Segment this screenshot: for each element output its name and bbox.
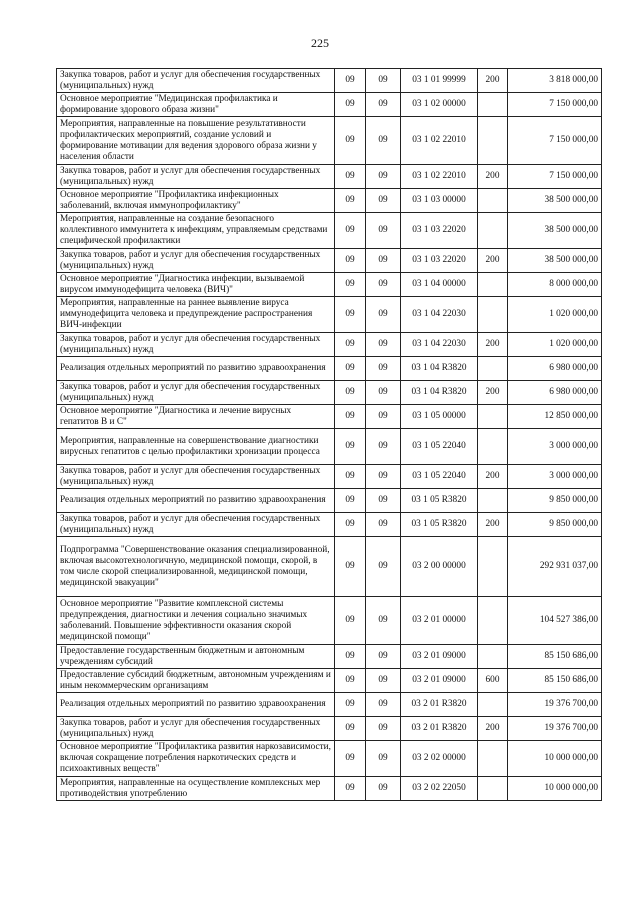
row-section-cell: 09 [335, 669, 366, 693]
table-row [57, 645, 602, 669]
row-amount-cell: 7 150 000,00 [508, 93, 602, 117]
row-section-cell: 09 [335, 777, 366, 801]
row-expense-type-cell [478, 117, 508, 165]
table-row [57, 537, 602, 597]
row-amount-cell: 1 020 000,00 [508, 297, 602, 333]
row-section-cell: 09 [335, 117, 366, 165]
row-target-code-cell: 03 1 05 00000 [401, 405, 478, 429]
row-expense-type-cell [478, 189, 508, 213]
row-section-cell: 09 [335, 717, 366, 741]
row-expense-type-cell: 200 [478, 69, 508, 93]
row-name-cell: Основное мероприятие "Профилактика инфекционных заболеваний, включая иммунопрофилактику" [57, 189, 335, 213]
row-amount-cell: 7 150 000,00 [508, 165, 602, 189]
row-subsection-cell: 09 [366, 717, 401, 741]
row-subsection-cell: 09 [366, 189, 401, 213]
row-target-code-cell: 03 1 05 R3820 [401, 513, 478, 537]
row-section-cell: 09 [335, 333, 366, 357]
row-target-code-cell: 03 1 04 00000 [401, 273, 478, 297]
row-target-code-cell: 03 1 04 R3820 [401, 357, 478, 381]
table-row [57, 693, 602, 717]
row-name-cell: Основное мероприятие "Диагностика инфекции, вызываемой вирусом иммунодефицита человека (ВИЧ)" [57, 273, 335, 297]
row-expense-type-cell [478, 273, 508, 297]
row-subsection-cell: 09 [366, 117, 401, 165]
row-target-code-cell: 03 1 05 22040 [401, 465, 478, 489]
row-amount-cell: 104 527 386,00 [508, 597, 602, 645]
row-amount-cell: 3 000 000,00 [508, 465, 602, 489]
table-row [57, 249, 602, 273]
table-row [57, 69, 602, 93]
row-name-cell: Мероприятия, направленные на раннее выявление вируса иммунодефицита человека и предупреждение распространения ВИЧ-инфекции [57, 297, 335, 333]
row-name-cell: Закупка товаров, работ и услуг для обеспечения государственных (муниципальных) нужд [57, 513, 335, 537]
row-amount-cell: 10 000 000,00 [508, 777, 602, 801]
row-expense-type-cell: 200 [478, 465, 508, 489]
row-amount-cell: 85 150 686,00 [508, 669, 602, 693]
table-row [57, 405, 602, 429]
row-target-code-cell: 03 1 03 22020 [401, 249, 478, 273]
row-subsection-cell: 09 [366, 297, 401, 333]
row-amount-cell: 38 500 000,00 [508, 249, 602, 273]
table-row [57, 777, 602, 801]
row-subsection-cell: 09 [366, 465, 401, 489]
row-amount-cell: 9 850 000,00 [508, 513, 602, 537]
row-target-code-cell: 03 1 05 R3820 [401, 489, 478, 513]
row-section-cell: 09 [335, 189, 366, 213]
row-section-cell: 09 [335, 693, 366, 717]
table-row [57, 333, 602, 357]
row-amount-cell: 3 000 000,00 [508, 429, 602, 465]
row-expense-type-cell [478, 537, 508, 597]
row-subsection-cell: 09 [366, 93, 401, 117]
row-target-code-cell: 03 2 01 09000 [401, 669, 478, 693]
row-name-cell: Закупка товаров, работ и услуг для обеспечения государственных (муниципальных) нужд [57, 165, 335, 189]
row-expense-type-cell [478, 357, 508, 381]
budget-table-body [57, 69, 602, 801]
table-row [57, 597, 602, 645]
row-target-code-cell: 03 1 03 00000 [401, 189, 478, 213]
row-amount-cell: 6 980 000,00 [508, 357, 602, 381]
row-target-code-cell: 03 1 04 R3820 [401, 381, 478, 405]
row-section-cell: 09 [335, 597, 366, 645]
row-amount-cell: 12 850 000,00 [508, 405, 602, 429]
row-target-code-cell: 03 1 04 22030 [401, 297, 478, 333]
row-name-cell: Закупка товаров, работ и услуг для обеспечения государственных (муниципальных) нужд [57, 333, 335, 357]
row-expense-type-cell: 200 [478, 333, 508, 357]
row-section-cell: 09 [335, 213, 366, 249]
row-target-code-cell: 03 1 02 22010 [401, 117, 478, 165]
row-name-cell: Закупка товаров, работ и услуг для обеспечения государственных (муниципальных) нужд [57, 381, 335, 405]
row-name-cell: Реализация отдельных мероприятий по развитию здравоохранения [57, 357, 335, 381]
table-row [57, 273, 602, 297]
table-row [57, 465, 602, 489]
row-section-cell: 09 [335, 429, 366, 465]
row-name-cell: Основное мероприятие "Диагностика и лечение вирусных гепатитов В и С" [57, 405, 335, 429]
row-name-cell: Основное мероприятие "Медицинская профилактика и формирование здорового образа жизни" [57, 93, 335, 117]
row-name-cell: Предоставление субсидий бюджетным, автономным учреждениям и иным некоммерческим организациям [57, 669, 335, 693]
row-subsection-cell: 09 [366, 69, 401, 93]
row-expense-type-cell [478, 645, 508, 669]
row-amount-cell: 292 931 037,00 [508, 537, 602, 597]
row-name-cell: Мероприятия, направленные на осуществление комплексных мер противодействия употреблению [57, 777, 335, 801]
row-amount-cell: 1 020 000,00 [508, 333, 602, 357]
table-row [57, 429, 602, 465]
row-expense-type-cell: 200 [478, 249, 508, 273]
row-name-cell: Закупка товаров, работ и услуг для обеспечения государственных (муниципальных) нужд [57, 249, 335, 273]
table-row [57, 513, 602, 537]
row-amount-cell: 85 150 686,00 [508, 645, 602, 669]
row-subsection-cell: 09 [366, 381, 401, 405]
row-section-cell: 09 [335, 249, 366, 273]
row-name-cell: Основное мероприятие "Профилактика развития наркозависимости, включая сокращение потребления наркотических средств и психоактивных веществ" [57, 741, 335, 777]
row-amount-cell: 7 150 000,00 [508, 117, 602, 165]
row-expense-type-cell [478, 213, 508, 249]
row-expense-type-cell [478, 429, 508, 465]
row-name-cell: Мероприятия, направленные на совершенствование диагностики вирусных гепатитов с целью профилактики хронизации процесса [57, 429, 335, 465]
row-subsection-cell: 09 [366, 669, 401, 693]
row-section-cell: 09 [335, 405, 366, 429]
row-expense-type-cell: 200 [478, 381, 508, 405]
row-subsection-cell: 09 [366, 273, 401, 297]
row-target-code-cell: 03 1 01 99999 [401, 69, 478, 93]
row-subsection-cell: 09 [366, 357, 401, 381]
row-subsection-cell: 09 [366, 429, 401, 465]
table-row [57, 213, 602, 249]
row-expense-type-cell: 200 [478, 165, 508, 189]
row-amount-cell: 9 850 000,00 [508, 489, 602, 513]
row-subsection-cell: 09 [366, 777, 401, 801]
row-target-code-cell: 03 2 01 09000 [401, 645, 478, 669]
row-amount-cell: 3 818 000,00 [508, 69, 602, 93]
row-subsection-cell: 09 [366, 513, 401, 537]
row-name-cell: Мероприятия, направленные на создание безопасного коллективного иммунитета к инфекциям, управляемым средствами специфической профилактики [57, 213, 335, 249]
row-target-code-cell: 03 1 05 22040 [401, 429, 478, 465]
row-expense-type-cell [478, 741, 508, 777]
row-subsection-cell: 09 [366, 597, 401, 645]
row-section-cell: 09 [335, 465, 366, 489]
row-subsection-cell: 09 [366, 645, 401, 669]
row-expense-type-cell [478, 93, 508, 117]
row-section-cell: 09 [335, 741, 366, 777]
row-subsection-cell: 09 [366, 537, 401, 597]
row-target-code-cell: 03 2 01 R3820 [401, 717, 478, 741]
row-expense-type-cell: 200 [478, 513, 508, 537]
row-name-cell: Мероприятия, направленные на повышение результативности профилактических мероприятий, создание условий и формирование мотивации для ведения здорового образа жизни у населения области [57, 117, 335, 165]
row-expense-type-cell [478, 693, 508, 717]
row-amount-cell: 38 500 000,00 [508, 213, 602, 249]
row-section-cell: 09 [335, 297, 366, 333]
table-row [57, 669, 602, 693]
row-name-cell: Закупка товаров, работ и услуг для обеспечения государственных (муниципальных) нужд [57, 465, 335, 489]
row-section-cell: 09 [335, 273, 366, 297]
row-subsection-cell: 09 [366, 165, 401, 189]
row-expense-type-cell [478, 597, 508, 645]
row-target-code-cell: 03 1 02 00000 [401, 93, 478, 117]
row-section-cell: 09 [335, 537, 366, 597]
row-subsection-cell: 09 [366, 489, 401, 513]
row-amount-cell: 10 000 000,00 [508, 741, 602, 777]
row-amount-cell: 38 500 000,00 [508, 189, 602, 213]
table-row [57, 297, 602, 333]
row-subsection-cell: 09 [366, 693, 401, 717]
row-expense-type-cell: 600 [478, 669, 508, 693]
row-section-cell: 09 [335, 381, 366, 405]
row-name-cell: Подпрограмма "Совершенствование оказания специализированной, включая высокотехнологичную, медицинской помощи, скорой, в том числе скорой специализированной, медицинской помощи, медицинской эвакуации" [57, 537, 335, 597]
row-expense-type-cell [478, 297, 508, 333]
row-name-cell: Реализация отдельных мероприятий по развитию здравоохранения [57, 693, 335, 717]
table-row [57, 117, 602, 165]
row-amount-cell: 6 980 000,00 [508, 381, 602, 405]
table-row [57, 93, 602, 117]
row-amount-cell: 8 000 000,00 [508, 273, 602, 297]
row-section-cell: 09 [335, 489, 366, 513]
row-target-code-cell: 03 2 01 00000 [401, 597, 478, 645]
row-section-cell: 09 [335, 357, 366, 381]
row-subsection-cell: 09 [366, 741, 401, 777]
row-target-code-cell: 03 1 02 22010 [401, 165, 478, 189]
row-name-cell: Реализация отдельных мероприятий по развитию здравоохранения [57, 489, 335, 513]
row-target-code-cell: 03 2 00 00000 [401, 537, 478, 597]
row-target-code-cell: 03 1 04 22030 [401, 333, 478, 357]
table-row [57, 357, 602, 381]
row-section-cell: 09 [335, 69, 366, 93]
row-expense-type-cell [478, 489, 508, 513]
row-name-cell: Закупка товаров, работ и услуг для обеспечения государственных (муниципальных) нужд [57, 69, 335, 93]
row-subsection-cell: 09 [366, 249, 401, 273]
row-subsection-cell: 09 [366, 405, 401, 429]
row-amount-cell: 19 376 700,00 [508, 717, 602, 741]
table-row [57, 717, 602, 741]
row-expense-type-cell [478, 777, 508, 801]
row-target-code-cell: 03 2 02 00000 [401, 741, 478, 777]
row-amount-cell: 19 376 700,00 [508, 693, 602, 717]
row-section-cell: 09 [335, 513, 366, 537]
row-target-code-cell: 03 2 01 R3820 [401, 693, 478, 717]
table-row [57, 741, 602, 777]
row-expense-type-cell: 200 [478, 717, 508, 741]
page-number: 225 [311, 36, 329, 50]
row-name-cell: Основное мероприятие "Развитие комплексной системы предупреждения, диагностики и лечения социально значимых заболеваний. Повышение эффективности оказания скорой медицинской помощи" [57, 597, 335, 645]
row-name-cell: Закупка товаров, работ и услуг для обеспечения государственных (муниципальных) нужд [57, 717, 335, 741]
table-row [57, 489, 602, 513]
row-target-code-cell: 03 2 02 22050 [401, 777, 478, 801]
row-subsection-cell: 09 [366, 333, 401, 357]
row-section-cell: 09 [335, 165, 366, 189]
row-section-cell: 09 [335, 645, 366, 669]
row-section-cell: 09 [335, 93, 366, 117]
row-subsection-cell: 09 [366, 213, 401, 249]
row-expense-type-cell [478, 405, 508, 429]
table-row [57, 165, 602, 189]
row-target-code-cell: 03 1 03 22020 [401, 213, 478, 249]
table-row [57, 189, 602, 213]
table-row [57, 381, 602, 405]
row-name-cell: Предоставление государственным бюджетным и автономным учреждениям субсидий [57, 645, 335, 669]
budget-table [56, 68, 602, 801]
